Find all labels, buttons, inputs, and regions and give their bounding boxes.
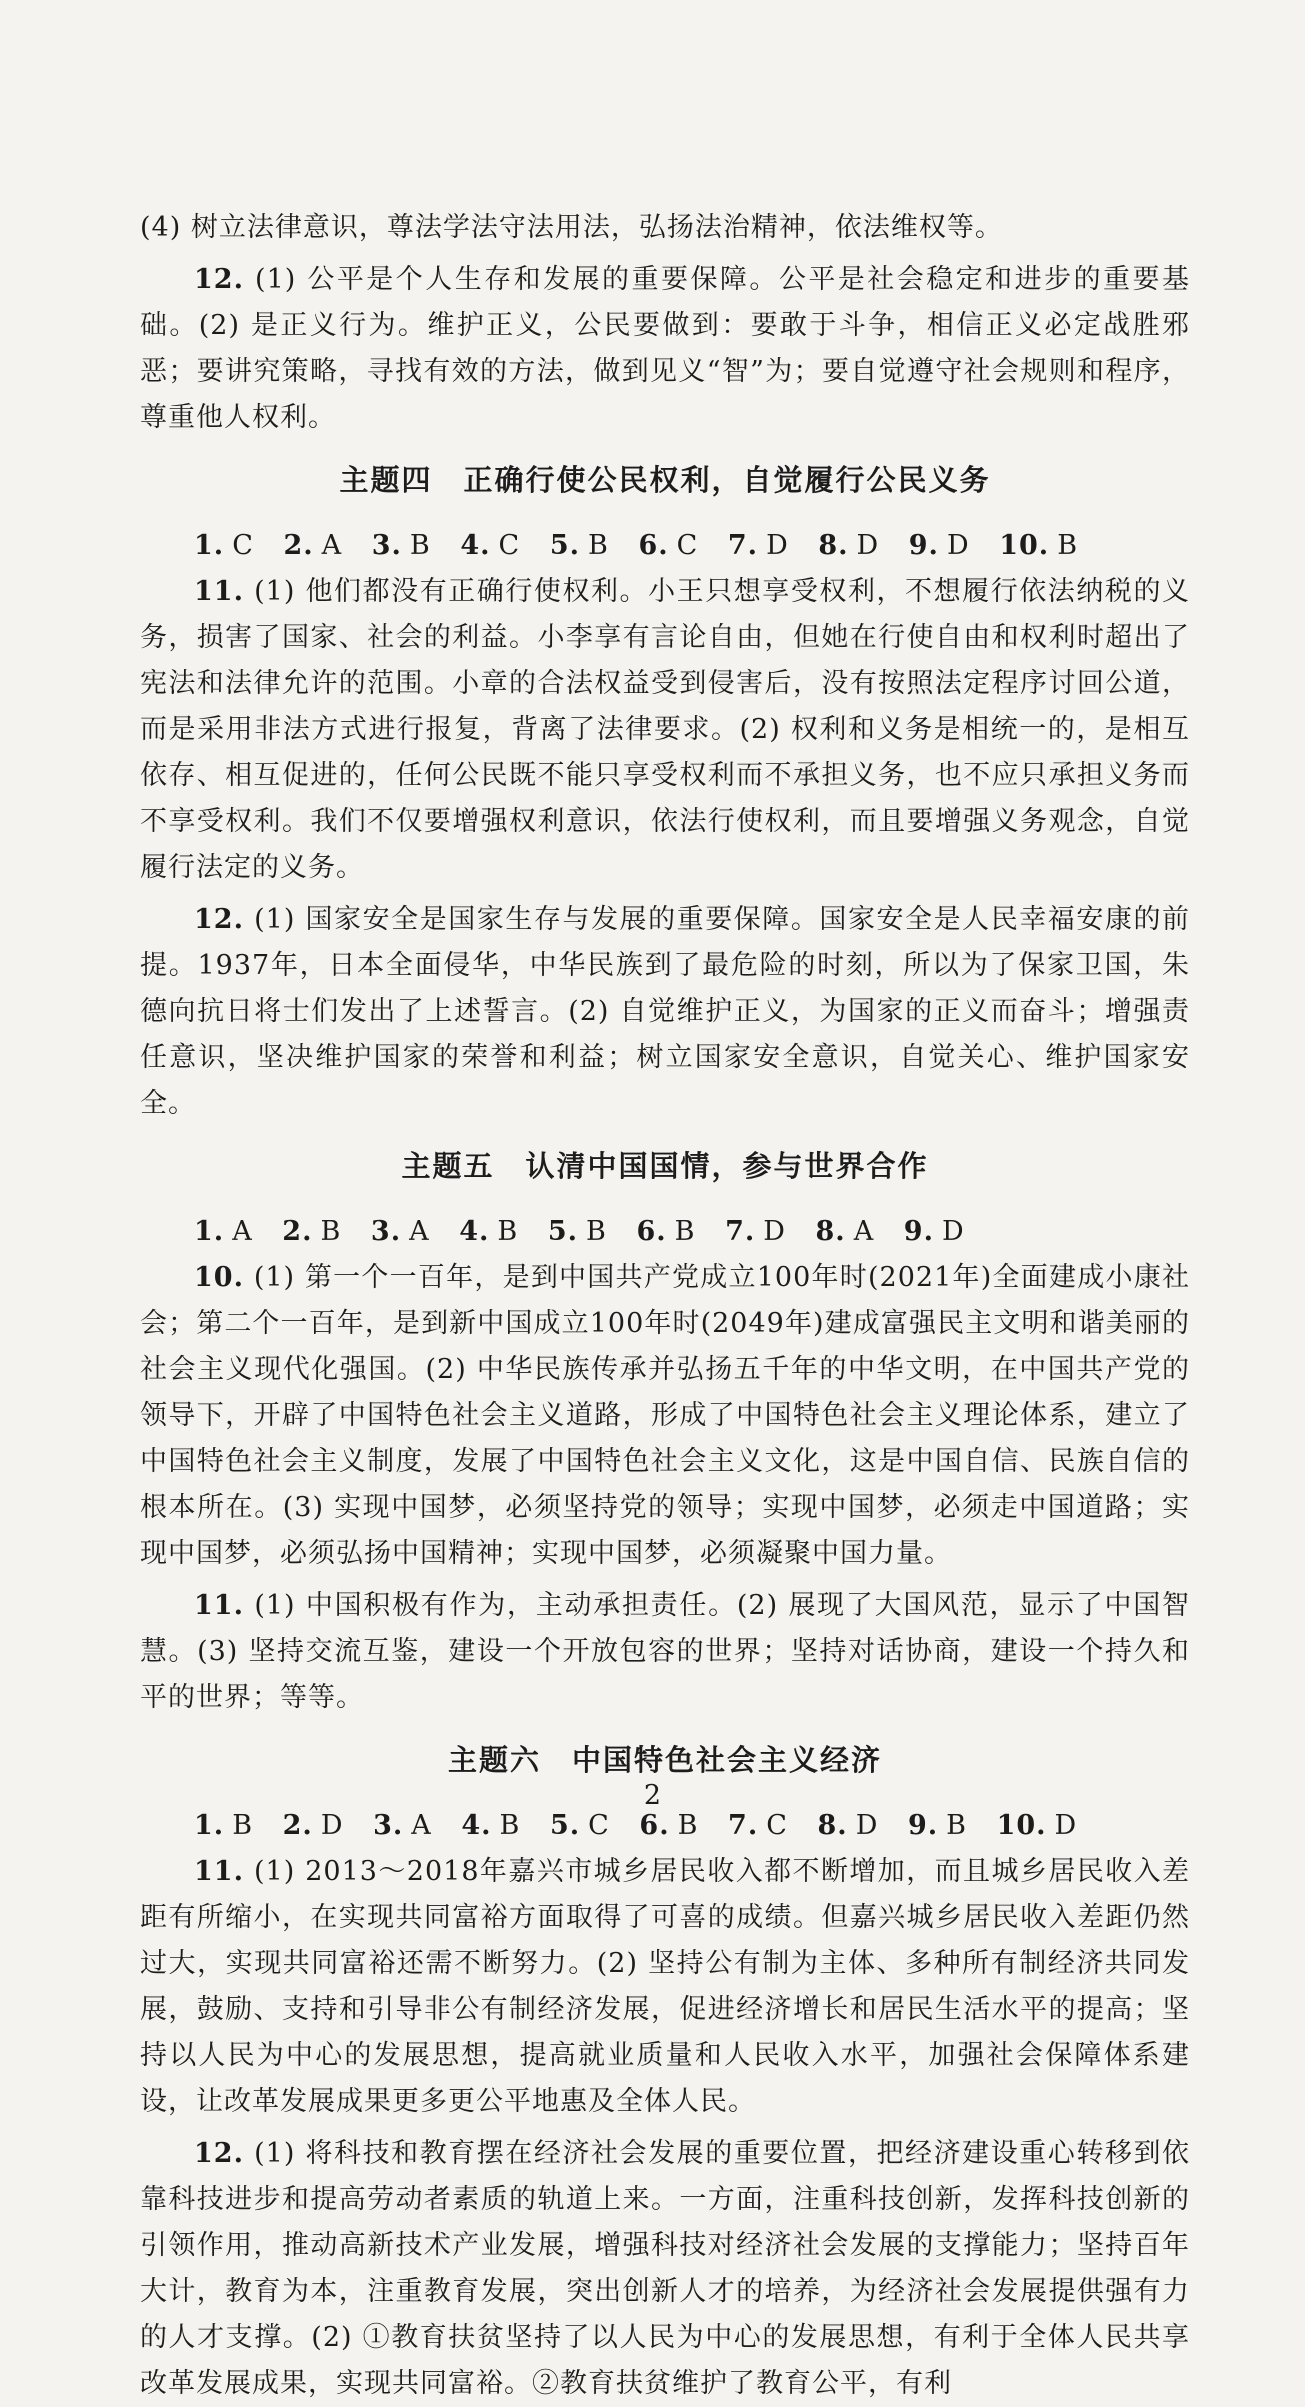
choice-answer: 5. C bbox=[549, 1810, 610, 1841]
topic6-q11 bbox=[140, 1849, 1190, 2125]
choice-answer: 7. D bbox=[727, 530, 789, 561]
question-number: 11. bbox=[194, 1590, 244, 1621]
topic4-title: 主题四 正确行使公民权利，自觉履行公民义务 bbox=[339, 463, 991, 497]
choice-answer: 3. B bbox=[371, 530, 431, 561]
choice-answer: 1. B bbox=[194, 1810, 254, 1841]
question-number: 11. bbox=[194, 1856, 244, 1887]
choice-answer: 8. D bbox=[818, 530, 880, 561]
question-number: 10. bbox=[194, 1262, 244, 1293]
choice-answer: 5. B bbox=[549, 530, 609, 561]
answer-text: (1) 第一个一百年，是到中国共产党成立100年时(2021年)全面建成小康社会；第二个一百年，是到新中国成立100年时(2049年)建成富强民主文明和谐美丽的社会主义现代化强国。(2) 中华民族传承并弘扬五千年的中华文明，在中国共产党的领导下，开辟了中国特色社会主义道路，形成了中国特色社会主义理论体系，建立了中国特色社会主义制度，发展了中国特色社会主义文化，这是中国自信、民族自信的根本所在。(3) 实现中国梦，必须坚持党的领导；实现中国梦，必须走中国道路；实现中国梦，必须弘扬中国精神；实现中国梦，必须凝聚中国力量。 bbox=[140, 1262, 1190, 1569]
choice-answer: 9. B bbox=[907, 1810, 967, 1841]
topic6-q12 bbox=[140, 2131, 1190, 2407]
choice-answer: 2. A bbox=[283, 530, 343, 561]
question-number: 12. bbox=[194, 904, 244, 935]
choice-answer: 6. C bbox=[638, 530, 699, 561]
choice-answer: 10. B bbox=[999, 530, 1079, 561]
page-number: 2 bbox=[643, 1780, 662, 1811]
intro-q12 bbox=[140, 257, 1190, 441]
topic5-q11 bbox=[140, 1583, 1190, 1721]
topic5-q10 bbox=[140, 1255, 1190, 1577]
answer-text: (1) 国家安全是国家生存与发展的重要保障。国家安全是人民幸福安康的前提。1937年，日本全面侵华，中华民族到了最危险的时刻，所以为了保家卫国，朱德向抗日将士们发出了上述誓言。(2) 自觉维护正义，为国家的正义而奋斗；增强责任意识，坚决维护国家的荣誉和利益；树立国家安全意识，自觉关心、维护国家安全。 bbox=[140, 904, 1190, 1119]
answer-text: (1) 他们都没有正确行使权利。小王只想享受权利，不想履行依法纳税的义务，损害了国家、社会的利益。小李享有言论自由，但她在行使自由和权利时超出了宪法和法律允许的范围。小章的合法权益受到侵害后，没有按照法定程序讨回公道，而是采用非法方式进行报复，背离了法律要求。(2) 权利和义务是相统一的，是相互依存、相互促进的，任何公民既不能只享受权利而不承担义务，也不应只承担义务而不享受权利。我们不仅要增强权利意识，依法行使权利，而且要增强义务观念，自觉履行法定的义务。 bbox=[140, 576, 1190, 883]
choice-answer: 1. A bbox=[194, 1216, 253, 1247]
answer-text: (1) 将科技和教育摆在经济社会发展的重要位置，把经济建设重心转移到依靠科技进步和提高劳动者素质的轨道上来。一方面，注重科技创新，发挥科技创新的引领作用，推动高新技术产业发展，增强科技对经济社会发展的支撑能力；坚持百年大计，教育为本，注重教育发展，突出创新人才的培养，为经济社会发展提供强有力的人才支撑。(2) ①教育扶贫坚持了以人民为中心的发展思想，有利于全体人民共享改革发展成果，实现共同富裕。②教育扶贫维护了教育公平，有利 bbox=[140, 2138, 1190, 2399]
topic5-choice-answers bbox=[140, 1209, 1190, 1255]
choice-answer: 9. D bbox=[908, 530, 970, 561]
choice-answer: 6. B bbox=[639, 1810, 699, 1841]
choice-answer: 2. B bbox=[282, 1216, 342, 1247]
choice-answer: 4. C bbox=[460, 530, 521, 561]
topic4-choice-answers bbox=[140, 523, 1190, 569]
choice-answer: 8. D bbox=[817, 1810, 879, 1841]
answer-text: (1) 公平是个人生存和发展的重要保障。公平是社会稳定和进步的重要基础。(2) 是正义行为。维护正义，公民要做到：要敢于斗争，相信正义必定战胜邪恶；要讲究策略，寻找有效的方法，做到见义“智”为；要自觉遵守社会规则和程序，尊重他人权利。 bbox=[140, 264, 1190, 433]
choice-answer: 5. B bbox=[547, 1216, 607, 1247]
choice-answer: 9. D bbox=[903, 1216, 965, 1247]
topic4-q11 bbox=[140, 569, 1190, 891]
question-number: 12. bbox=[194, 2138, 244, 2169]
topic4-q12 bbox=[140, 897, 1190, 1127]
choice-answer: 6. B bbox=[636, 1216, 696, 1247]
choice-answer: 3. A bbox=[373, 1810, 432, 1841]
choice-answer: 10. D bbox=[996, 1810, 1078, 1841]
choice-answer: 3. A bbox=[370, 1216, 430, 1247]
choice-answer: 7. D bbox=[725, 1216, 786, 1247]
choice-answer: 7. C bbox=[728, 1810, 788, 1841]
choice-answer: 1. C bbox=[194, 530, 254, 561]
choice-answer: 2. D bbox=[282, 1810, 344, 1841]
answer-text: (1) 中国积极有作为，主动承担责任。(2) 展现了大国风范，显示了中国智慧。(3) 坚持交流互鉴，建设一个开放包容的世界；坚持对话协商，建设一个持久和平的世界；等等。 bbox=[140, 1590, 1190, 1713]
topic6-title: 主题六 中国特色社会主义经济 bbox=[447, 1743, 882, 1777]
choice-answer: 4. B bbox=[459, 1216, 519, 1247]
question-number: 12. bbox=[194, 264, 244, 295]
answer-text: (1) 2013～2018年嘉兴市城乡居民收入都不断增加，而且城乡居民收入差距有所缩小，在实现共同富裕方面取得了可喜的成绩。但嘉兴城乡居民收入差距仍然过大，实现共同富裕还需不断努力。(2) 坚持公有制为主体、多种所有制经济共同发展，鼓励、支持和引导非公有制经济发展，促进经济增长和居民生活水平的提高；坚持以人民为中心的发展思想，提高就业质量和人民收入水平，加强社会保障体系建设，让改革发展成果更多更公平地惠及全体人民。 bbox=[140, 1856, 1190, 2117]
question-number: 11. bbox=[194, 576, 244, 607]
choice-answer: 8. A bbox=[815, 1216, 875, 1247]
choice-answer: 4. B bbox=[461, 1810, 521, 1841]
intro-item-4: (4) 树立法律意识，尊法学法守法用法，弘扬法治精神，依法维权等。 bbox=[140, 212, 1003, 243]
topic5-title: 主题五 认清中国国情，参与世界合作 bbox=[401, 1149, 929, 1183]
